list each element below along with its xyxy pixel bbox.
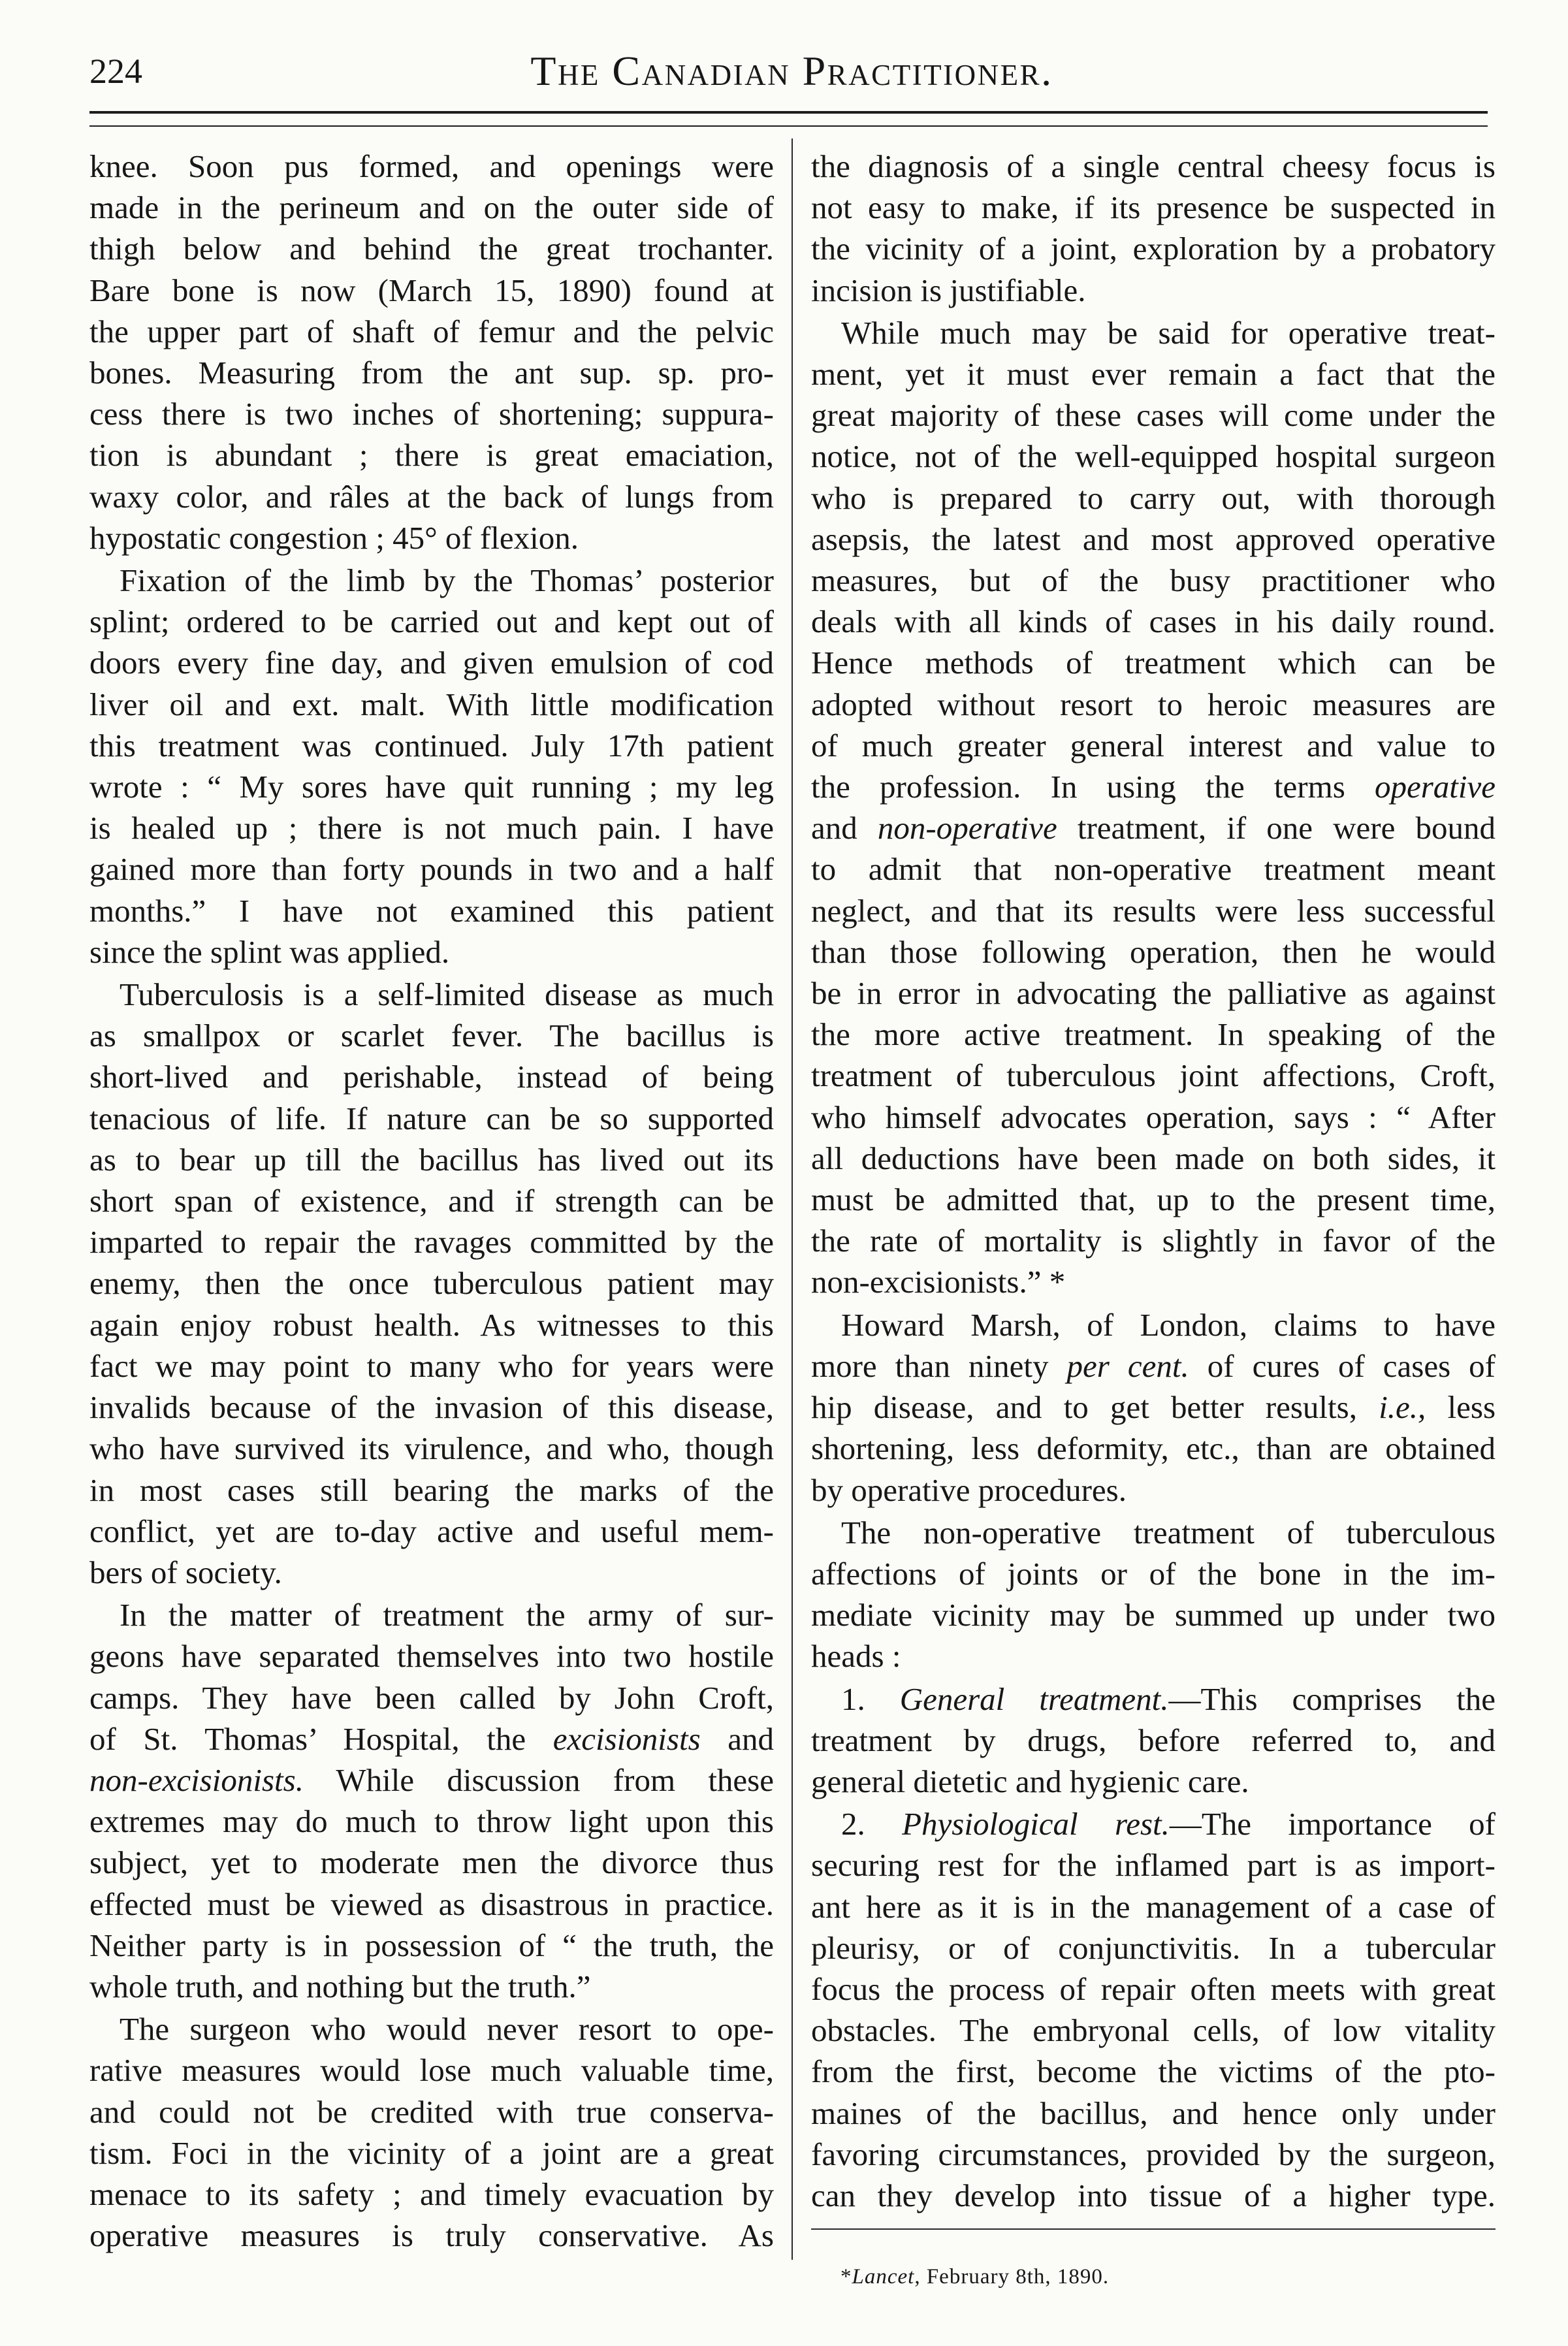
italic-run: Lancet xyxy=(852,2265,915,2289)
text-line: measures, but of the busy practitioner who xyxy=(811,562,1496,599)
paragraph xyxy=(811,1304,1496,1511)
text-line xyxy=(89,1759,774,1801)
text-column-right xyxy=(811,146,1496,2216)
text-line: splint; ordered to be carried out and kept out of xyxy=(89,603,774,640)
paragraph xyxy=(89,974,774,1593)
text-line: Fixation of the limb by the Thomas’ posterior xyxy=(120,562,774,599)
text-line: maines of the bacillus, and hence only under xyxy=(811,2095,1496,2131)
text-line: incision is justifiable. xyxy=(811,272,1086,308)
italic-run: i.e., xyxy=(1379,1389,1426,1426)
text-line: hypostatic congestion ; 45° of flexion. xyxy=(89,519,579,556)
text-line: Bare bone is now (March 15, 1890) found at xyxy=(89,272,774,308)
paragraph xyxy=(811,1803,1496,2216)
text-line: this treatment was continued. July 17th patient xyxy=(89,727,774,763)
text-line: tism. Foci in the vicinity of a joint are a great xyxy=(89,2134,774,2171)
text-line: bones. Measuring from the ant sup. sp. pro- xyxy=(89,355,774,391)
text-run: While discussion from these xyxy=(303,1761,774,1798)
italic-run: General treatment. xyxy=(899,1680,1169,1717)
text-line: again enjoy robust health. As witnesses to this xyxy=(89,1306,774,1343)
text-line xyxy=(811,766,1496,807)
text-run: of St. Thomas’ Hospital, the xyxy=(89,1720,553,1757)
text-line: doors every fine day, and given emulsion of cod xyxy=(89,645,774,681)
paragraph xyxy=(811,146,1496,311)
text-line: menace to its safety ; and timely evacuation by xyxy=(89,2176,774,2212)
text-line: waxy color, and râles at the back of lungs from xyxy=(89,478,774,515)
text-column-left xyxy=(89,146,774,2256)
text-line xyxy=(811,1803,1496,1844)
text-line: In the matter of treatment the army of sur- xyxy=(120,1597,774,1633)
text-line: to admit that non-operative treatment meant xyxy=(811,851,1496,888)
text-line xyxy=(89,1718,774,1759)
text-line: affections of joints or of the bone in the im- xyxy=(811,1555,1496,1592)
text-run: and xyxy=(811,810,878,846)
italic-run: per cent. xyxy=(1066,1347,1189,1384)
text-line: must be admitted that, up to the present time, xyxy=(811,1181,1496,1218)
italic-run: non-operative xyxy=(877,810,1057,846)
text-line: as smallpox or scarlet fever. The bacillus is xyxy=(89,1018,774,1054)
text-line: treatment of tuberculous joint affections, Croft, xyxy=(811,1057,1496,1094)
text-line: than those following operation, then he would xyxy=(811,933,1496,970)
text-line: ment, yet it must ever remain a fact that the xyxy=(811,356,1496,393)
text-run: the profession. In using the terms xyxy=(811,769,1375,805)
text-line: the more active treatment. In speaking of the xyxy=(811,1016,1496,1053)
text-line: bers of society. xyxy=(89,1554,282,1590)
text-line: and could not be credited with true conserva- xyxy=(89,2093,774,2130)
text-line: can they develop into tissue of a higher type. xyxy=(811,2177,1496,2213)
text-line: imparted to repair the ravages committed by the xyxy=(89,1224,774,1261)
italic-run: non-excisionists. xyxy=(89,1761,304,1798)
text-line: Hence methods of treatment which can be xyxy=(811,645,1496,681)
text-line: securing rest for the inflamed part is as import- xyxy=(811,1847,1496,1884)
text-line: effected must be viewed as disastrous in practice. xyxy=(89,1886,774,1922)
text-line: the diagnosis of a single central cheesy focus is xyxy=(811,148,1496,184)
text-line: liver oil and ext. malt. With little modification xyxy=(89,686,774,722)
text-line: adopted without resort to heroic measures are xyxy=(811,686,1496,722)
text-line: conflict, yet are to-day active and useful mem- xyxy=(89,1513,774,1549)
text-line: enemy, then the once tuberculous patient may xyxy=(89,1265,774,1302)
running-title: The Canadian Practitioner. xyxy=(530,48,1053,94)
text-line: thigh below and behind the great trochanter. xyxy=(89,231,774,267)
text-line: asepsis, the latest and most approved operative xyxy=(811,521,1496,557)
text-line: invalids because of the invasion of this disease, xyxy=(89,1389,774,1426)
text-run: treatment, if one were bound xyxy=(1057,810,1496,846)
paragraph xyxy=(89,1594,774,2007)
text-line: whole truth, and nothing but the truth.” xyxy=(89,1968,591,2004)
text-line: gained more than forty pounds in two and a half xyxy=(89,851,774,888)
text-line: While much may be said for operative treat- xyxy=(841,314,1496,351)
text-run: more than ninety xyxy=(811,1347,1067,1384)
text-line: ant here as it is in the management of a case of xyxy=(811,1888,1496,1925)
text-line: rative measures would lose much valuable time, xyxy=(89,2052,774,2089)
page-number: 224 xyxy=(89,52,142,91)
text-line: as to bear up till the bacillus has lived out its xyxy=(89,1141,774,1178)
text-line xyxy=(811,1387,1496,1428)
text-line: mediate vicinity may be summed up under two xyxy=(811,1597,1496,1633)
text-line: from the first, become the victims of the pto- xyxy=(811,2053,1496,2090)
text-line: great majority of these cases will come under the xyxy=(811,397,1496,434)
text-line: the rate of mortality is slightly in favor of the xyxy=(811,1223,1496,1259)
text-line: be in error in advocating the palliative as against xyxy=(811,975,1496,1012)
text-line: extremes may do much to throw light upon this xyxy=(89,1803,774,1840)
text-line: fact we may point to many who for years were xyxy=(89,1347,774,1384)
text-line: who have survived its virulence, and who, though xyxy=(89,1430,774,1467)
text-line: wrote : “ My sores have quit running ; my leg xyxy=(89,769,774,805)
text-line: not easy to make, if its presence be suspected in xyxy=(811,189,1496,226)
text-line: Tuberculosis is a self-limited disease as much xyxy=(120,976,774,1013)
text-run: , February 8th, 1890. xyxy=(914,2265,1110,2289)
text-line: the vicinity of a joint, exploration by a probatory xyxy=(811,231,1496,267)
text-run: —This comprises the xyxy=(1168,1680,1496,1717)
footnote-rule xyxy=(811,2228,1496,2230)
text-line xyxy=(811,1345,1496,1387)
italic-run: excisionists xyxy=(552,1720,701,1757)
text-line: the upper part of shaft of femur and the pelvic xyxy=(89,313,774,349)
text-line: months.” I have not examined this patient xyxy=(89,892,774,929)
text-line: by operative procedures. xyxy=(811,1471,1127,1508)
text-line: made in the perineum and on the outer side of xyxy=(89,189,774,226)
text-line: cess there is two inches of shortening; suppura- xyxy=(89,396,774,432)
text-line: obstacles. The embryonal cells, of low vitality xyxy=(811,2012,1496,2049)
text-line: The non-operative treatment of tuberculous xyxy=(841,1514,1496,1551)
text-line: operative measures is truly conservative. As xyxy=(89,2217,774,2254)
text-line: pleurisy, or of conjunctivitis. In a tubercular xyxy=(811,1929,1496,1966)
text-run: 2. xyxy=(841,1806,903,1842)
text-run: hip disease, and to get better results, xyxy=(811,1389,1379,1426)
paragraph xyxy=(89,560,774,972)
paragraph xyxy=(811,1512,1496,1677)
text-line xyxy=(811,1679,1496,1720)
text-line: who himself advocates operation, says : “ After xyxy=(811,1099,1496,1135)
text-line: geons have separated themselves into two hostile xyxy=(89,1638,774,1675)
text-line: knee. Soon pus formed, and openings were xyxy=(89,148,774,184)
text-run: less xyxy=(1426,1389,1496,1426)
text-line: since the splint was applied. xyxy=(89,933,450,970)
paragraph xyxy=(89,146,774,558)
paragraph xyxy=(811,1679,1496,1803)
text-line: who is prepared to carry out, with thorough xyxy=(811,479,1496,516)
text-line: notice, not of the well-equipped hospital surgeon xyxy=(811,438,1496,475)
header-rule-thin xyxy=(89,125,1488,127)
text-line: camps. They have been called by John Croft, xyxy=(89,1679,774,1716)
text-line: in most cases still bearing the marks of the xyxy=(89,1471,774,1508)
text-line: The surgeon who would never resort to ope- xyxy=(120,2011,774,2048)
text-line: Neither party is in possession of “ the truth, the xyxy=(89,1927,774,1963)
text-line xyxy=(811,807,1496,848)
italic-run: operative xyxy=(1374,769,1496,805)
text-run: of cures of cases of xyxy=(1189,1347,1496,1384)
text-line: heads : xyxy=(811,1638,901,1675)
text-run: and xyxy=(700,1720,775,1757)
text-line: focus the process of repair often meets with great xyxy=(811,1970,1496,2007)
paragraph xyxy=(811,312,1496,1303)
text-line: tenacious of life. If nature can be so supported xyxy=(89,1100,774,1136)
text-run: 1. xyxy=(841,1680,900,1717)
text-line: neglect, and that its results were less successful xyxy=(811,892,1496,929)
text-line: of much greater general interest and value to xyxy=(811,727,1496,763)
text-line: Howard Marsh, of London, claims to have xyxy=(841,1306,1496,1343)
text-line: all deductions have been made on both sides, it xyxy=(811,1140,1496,1176)
italic-run: Physiological rest. xyxy=(902,1806,1170,1842)
text-line: subject, yet to moderate men the divorce thus xyxy=(89,1844,774,1881)
text-line: non-excisionists.” * xyxy=(811,1264,1066,1300)
text-line: treatment by drugs, before referred to, and xyxy=(811,1722,1496,1758)
column-divider xyxy=(792,138,793,2260)
text-line: short-lived and perishable, instead of being xyxy=(89,1059,774,1095)
text-run: —The importance of xyxy=(1169,1806,1496,1842)
text-line: is healed up ; there is not much pain. I have xyxy=(89,810,774,846)
paragraph xyxy=(89,2008,774,2256)
text-line: tion is abundant ; there is great emaciation, xyxy=(89,437,774,474)
text-run: * xyxy=(840,2265,852,2289)
header-rule-thick xyxy=(89,111,1488,114)
text-line: favoring circumstances, provided by the surgeon, xyxy=(811,2136,1496,2172)
footnote xyxy=(840,2264,1109,2290)
text-line: general dietetic and hygienic care. xyxy=(811,1763,1249,1799)
text-line: short span of existence, and if strength can be xyxy=(89,1183,774,1219)
text-line: shortening, less deformity, etc., than are obtained xyxy=(811,1430,1496,1467)
text-line: deals with all kinds of cases in his daily round. xyxy=(811,603,1496,640)
